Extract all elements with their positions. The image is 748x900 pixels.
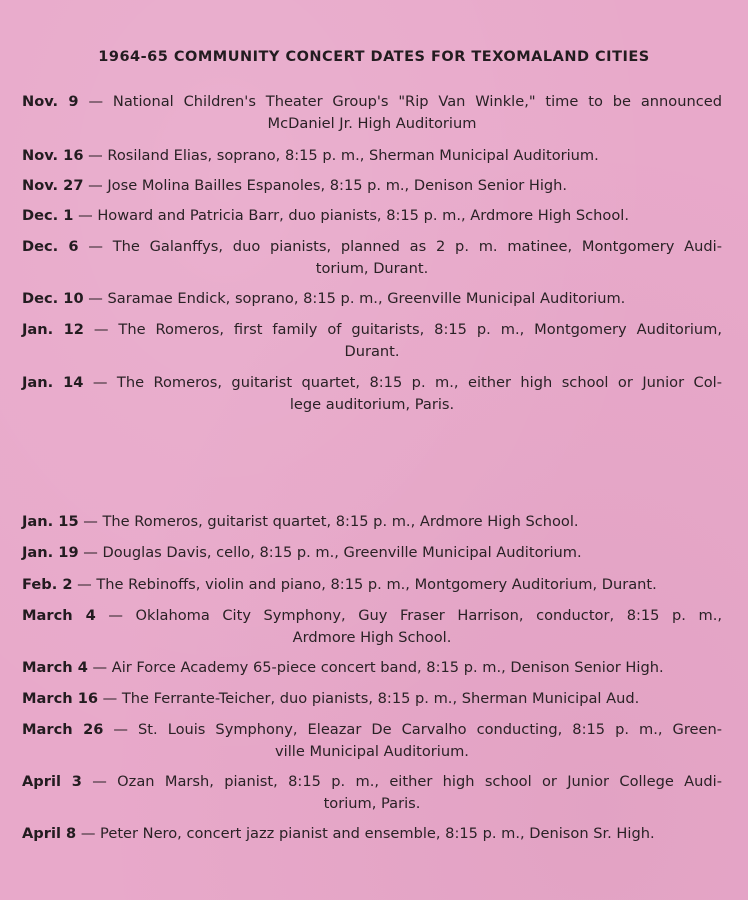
entry-date: April 8 [22,825,77,842]
concert-entry [22,145,722,167]
entry-text: — St. Louis Symphony, Eleazar De Carvalho conducting, 8:15 p. m., Green- [103,721,722,738]
concert-entry [22,205,722,227]
entry-text: — Peter Nero, concert jazz pianist and ensemble, 8:15 p. m., Denison Sr. High. [76,825,655,842]
entry-text: — Rosiland Elias, soprano, 8:15 p. m., Sherman Municipal Auditorium. [83,147,599,164]
entry-line-2: ville Municipal Auditorium. [275,743,469,760]
entry-date: Dec. 10 [22,290,84,307]
entry-date: Nov. 9 [22,93,79,110]
entry-line-1 [22,205,722,227]
entry-line-2: McDaniel Jr. High Auditorium [267,115,477,132]
entry-date: Jan. 12 [22,321,84,338]
entry-date: Dec. 6 [22,238,79,255]
entry-text: — Saramae Endick, soprano, 8:15 p. m., Greenville Municipal Auditorium. [83,290,626,307]
concert-entry [22,288,722,310]
entry-line-1 [22,823,722,845]
concert-entry [22,719,722,763]
entry-line-2: Durant. [344,343,400,360]
concert-entry [22,91,722,135]
entry-date: Jan. 15 [22,513,79,530]
entry-date: Jan. 19 [22,544,79,561]
concert-entry [22,511,722,533]
entry-date: Nov. 27 [22,177,84,194]
entry-text: — Jose Molina Bailles Espanoles, 8:15 p. m., Denison Senior High. [83,177,568,194]
entry-text: — Douglas Davis, cello, 8:15 p. m., Greenville Municipal Auditorium. [78,544,582,561]
entry-text: — The Ferrante-Teicher, duo pianists, 8:15 p. m., Sherman Municipal Aud. [98,690,640,707]
entry-line-1 [22,319,722,341]
entry-line-1 [22,574,722,596]
entry-line-1 [22,688,722,710]
entry-line-1 [22,372,722,394]
entry-line-2: Ardmore High School. [292,629,452,646]
entry-text: — The Romeros, guitarist quartet, 8:15 p. m., Ardmore High School. [78,513,579,530]
concert-entry [22,175,722,197]
entry-text: — Oklahoma City Symphony, Guy Fraser Harrison, conductor, 8:15 p. m., [95,607,722,624]
entry-text: — Ozan Marsh, pianist, 8:15 p. m., either high school or Junior College Audi- [81,773,722,790]
entry-line-1 [22,236,722,258]
concert-entry [22,574,722,596]
concert-entry [22,319,722,363]
entry-date: Dec. 1 [22,207,74,224]
concert-entry [22,542,722,564]
entry-date: April 3 [22,773,82,790]
concert-entry [22,236,722,280]
entry-date: Nov. 16 [22,147,84,164]
concert-entry [22,605,722,649]
concert-entry [22,688,722,710]
concert-entry [22,823,722,845]
entry-date: Jan. 14 [22,374,84,391]
concert-entry [22,771,722,815]
entry-line-1 [22,657,722,679]
entry-line-2: torium, Durant. [315,260,429,277]
entry-line-1 [22,719,722,741]
entry-text: — Howard and Patricia Barr, duo pianists, 8:15 p. m., Ardmore High School. [73,207,629,224]
entry-line-2: torium, Paris. [323,795,421,812]
entry-text: — Air Force Academy 65-piece concert band, 8:15 p. m., Denison Senior High. [87,659,664,676]
entry-line-1 [22,771,722,793]
entry-line-1 [22,288,722,310]
entry-date: March 4 [22,659,88,676]
document-title: 1964-65 COMMUNITY CONCERT DATES FOR TEXOMALAND CITIES [98,49,650,65]
entry-date: Feb. 2 [22,576,73,593]
concert-entry [22,372,722,416]
entry-line-1 [22,175,722,197]
entry-line-1 [22,511,722,533]
entry-date: March 16 [22,690,98,707]
entry-text: — National Children's Theater Group's "Rip Van Winkle," time to be announced [78,93,723,110]
entry-text: — The Romeros, first family of guitarists, 8:15 p. m., Montgomery Auditorium, [83,321,723,338]
entry-date: March 26 [22,721,104,738]
entry-line-1 [22,605,722,627]
entry-text: — The Galanffys, duo pianists, planned as 2 p. m. matinee, Montgomery Audi- [78,238,722,255]
entry-text: — The Romeros, guitarist quartet, 8:15 p. m., either high school or Junior Col- [83,374,722,391]
entry-line-1 [22,542,722,564]
entry-line-1 [22,91,722,113]
entry-date: March 4 [22,607,96,624]
entry-line-2: lege auditorium, Paris. [289,396,455,413]
entry-line-1 [22,145,722,167]
entry-text: — The Rebinoffs, violin and piano, 8:15 p. m., Montgomery Auditorium, Durant. [72,576,657,593]
concert-entry [22,657,722,679]
